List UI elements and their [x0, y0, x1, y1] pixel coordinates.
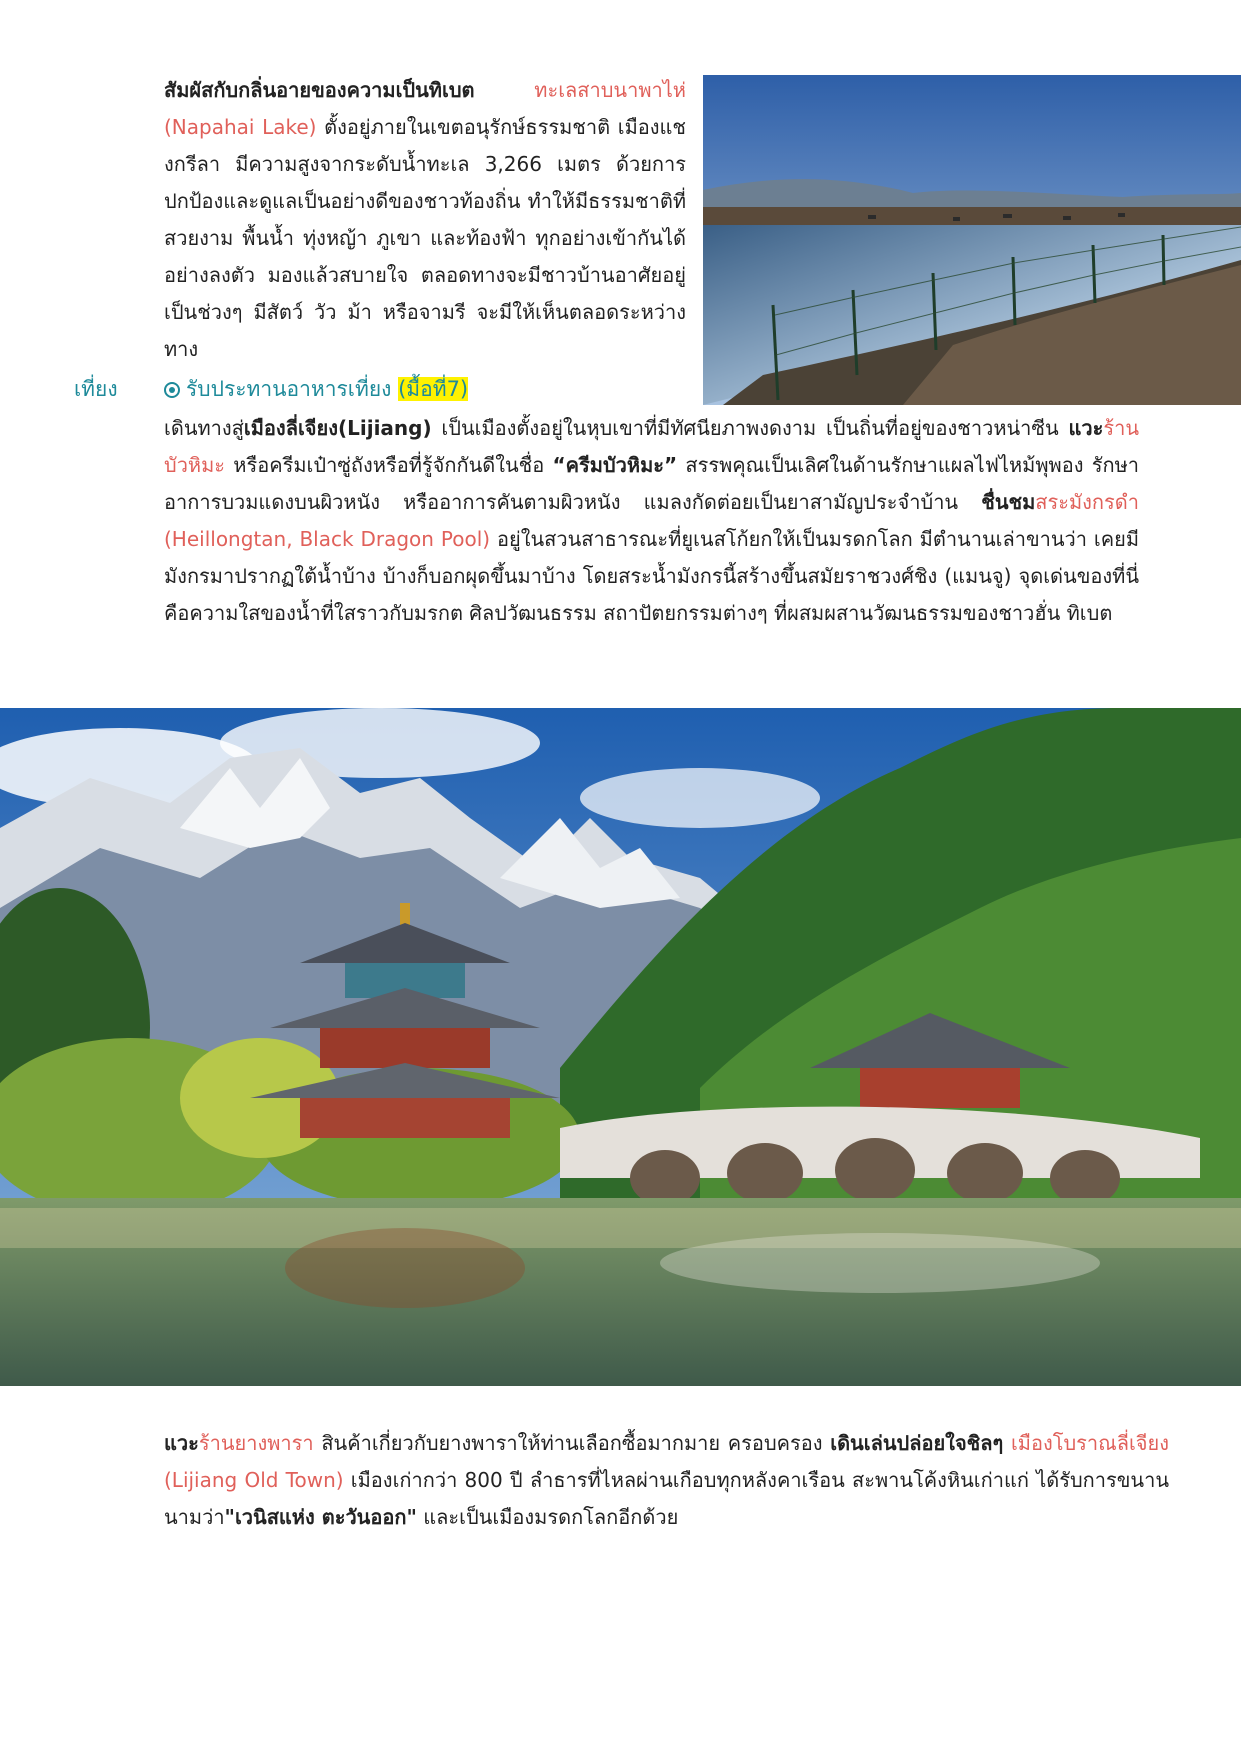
stop-bold: แวะ: [1068, 416, 1104, 440]
meal-number-badge: (มื้อที่7): [398, 377, 469, 401]
p3-text-1: สินค้าเกี่ยวกับยางพาราให้ท่านเลือกซื้อมากมาย ครอบครอง: [313, 1431, 831, 1455]
walk-bold: เดินเล่นปล่อยใจชิลๆ: [830, 1431, 1004, 1455]
lijiang-bold: เมืองลี่เจียง(Lijiang): [243, 416, 432, 440]
lijiang-paragraph: [164, 410, 1139, 632]
p2-text-2: เป็นเมืองตั้งอยู่ในหุบเขาที่มีทัศนียภาพงดงาม เป็นถิ่นที่อยู่ของชาวหน่าซีน: [431, 416, 1069, 440]
napahai-lake-image: [703, 75, 1241, 405]
p2-text-1: เดินทางสู่: [164, 416, 244, 440]
napahai-paragraph: [164, 72, 686, 368]
p3-text-3: เมืองเก่ากว่า 800 ปี ลำธารที่ไหลผ่านเกือบทุกหลังคาเรือน สะพานโค้งหินเก่าแก่ ได้รับการขนานนามว่า: [164, 1468, 1170, 1529]
black-dragon-pool-name: สระมังกรดำ (Heillongtan, Black Dragon Pool): [164, 490, 1139, 551]
admire-bold: ชื่นชม: [981, 490, 1036, 514]
napahai-lake-photo: [703, 75, 1241, 405]
napahai-lake-name: ทะเลสาบนาพาไห่ (Napahai Lake): [164, 78, 686, 139]
lijiang-old-town-name: เมืองโบราณลี่เจียง (Lijiang Old Town): [164, 1431, 1169, 1492]
snow-lotus-cream: “ครีมบัวหิมะ”: [552, 453, 678, 477]
meal-time-label: เที่ยง: [74, 377, 118, 401]
rubber-shop: ร้านยางพารา: [198, 1431, 314, 1455]
p3-text-4: และเป็นเมืองมรดกโลกอีกด้วย: [416, 1505, 679, 1529]
napahai-description: ตั้งอยู่ภายในเขตอนุรักษ์ธรรมชาติ เมืองแชงกรีลา มีความสูงจากระดับน้ำทะเล 3,266 เมตร ด้วยการปกป้องและดูแลเป็นอย่างดีของชาวท้องถิ่น ทำให้มีธรรมชาติที่สวยงาม พื้นน้ำ ทุ่งหญ้า ภูเขา และท้องฟ้า ทุกอย่างเข้ากันได้อย่างลงตัว มองแล้วสบายใจ ตลอดทางจะมีชาวบ้านอาศัยอยู่เป็นช่วงๆ มีสัตว์ วัว ม้า หรือจามรี จะมีให้เห็นตลอดระหว่างทาง: [164, 115, 686, 361]
stop-bold-2: แวะ: [164, 1431, 199, 1455]
intro-bold: สัมผัสกับกลิ่นอายของความเป็นทิเบต: [164, 78, 475, 102]
snow-lotus-shop: ร้านบัวหิมะ: [164, 416, 1139, 477]
p2-text-4: สรรพคุณเป็นเลิศในด้านรักษาแผลไฟไหม้พุพอง รักษาอาการบวมแดงบนผิวหนัง หรืออาการคันตามผิวหนัง แมลงกัดต่อยเป็นยาสามัญประจำบ้าน: [164, 453, 1139, 514]
meal-plate-icon: [164, 382, 180, 398]
venice-of-east: "เวนิสแห่ง ตะวันออก": [224, 1505, 417, 1529]
p3-text-2: [1003, 1431, 1011, 1455]
p2-text-3: หรือครีมเป๋าซู่ถังหรือที่รู้จักกันดีในชื่อ: [225, 453, 553, 477]
meal-line: [164, 375, 468, 403]
black-dragon-pool-photo: [0, 708, 1241, 1386]
meal-text: รับประทานอาหารเที่ยง: [186, 377, 392, 401]
old-town-paragraph: [164, 1425, 1169, 1536]
p2-text-5: อยู่ในสวนสาธารณะที่ยูเนสโก้ยกให้เป็นมรดกโลก มีตำนานเล่าขานว่า เคยมีมังกรมาปรากฏใต้น้ำบ้าง บ้างก็บอกผุดขึ้นมาบ้าง โดยสระน้ำมังกรนี้สร้างขึ้นสมัยราชวงศ์ชิง (แมนจู) จุดเด่นของที่นี่คือความใสของน้ำที่ใสราวกับมรกต ศิลปวัฒนธรรม สถาปัตยกรรมต่างๆ ที่ผสมผสานวัฒนธรรมของชาวฮั่น ทิเบต: [164, 527, 1140, 625]
black-dragon-pool-image: [0, 708, 1241, 1386]
